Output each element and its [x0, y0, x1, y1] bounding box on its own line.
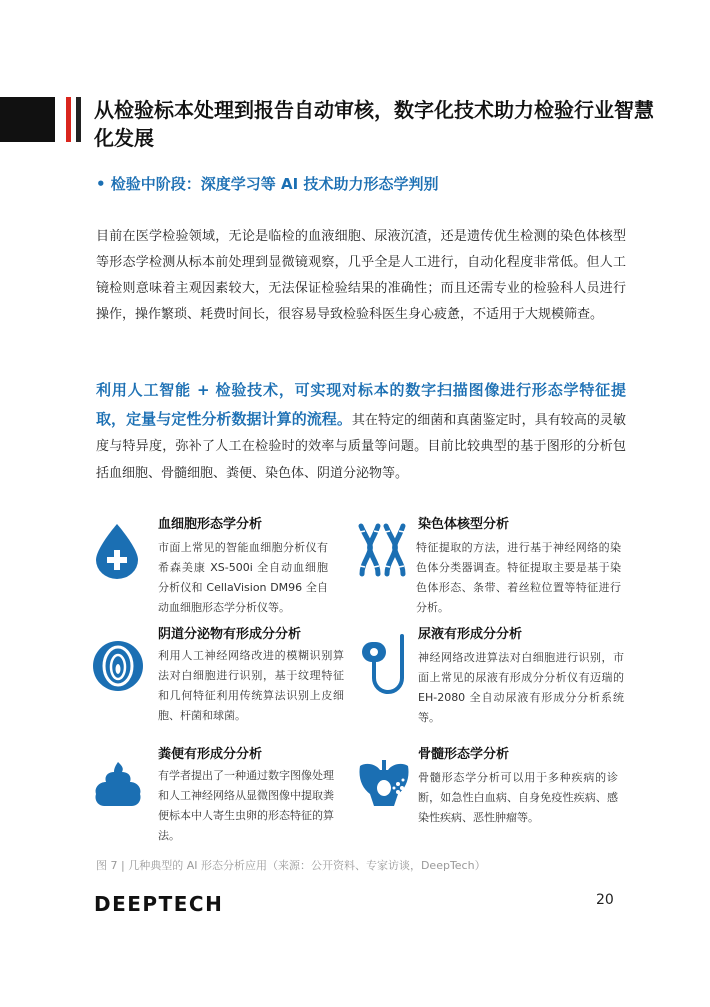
card-title: 染色体核型分析: [418, 517, 510, 532]
body-paragraph-2: [96, 377, 626, 487]
page-number: 20: [596, 892, 614, 908]
card-text: 特征提取的方法，进行基于神经网络的染色体分类器调查。特征提取主要是基于染色体形态、条带、着丝粒位置等特征进行分析。: [416, 541, 621, 614]
card-title: 血细胞形态学分析: [158, 517, 263, 532]
card-text: 骨髓形态学分析可以用于多种疾病的诊断，如急性白血病、自身免疫性疾病、感染性疾病、恶性肿瘤等。: [418, 771, 618, 824]
card-text: 有学者提出了一种通过数字图像处理和人工神经网络从显微图像中提取粪便标本中人寄生虫卵的形态特征的算法。: [158, 769, 334, 842]
card-text: 市面上常见的智能血细胞分析仪有希森美康 XS-500i 全自动血细胞分析仪和 CellaVision DM96 全自动血细胞形态学分析仪等。: [158, 541, 328, 614]
stool-icon: [92, 760, 144, 808]
card-stool: [92, 746, 352, 856]
figure-caption: 图 7 | 几种典型的 AI 形态分析应用（来源：公开资料、专家访谈，DeepTech）: [96, 859, 486, 872]
urine-catheter-icon: [356, 632, 408, 698]
paragraph-rest: 其在特定的细菌和真菌鉴定时，具有较高的灵敏度与特异度，弥补了人工在检验时的效率与质量等问题。目前比较典型的基于图形的分析包括血细胞、骨髓细胞、粪便、染色体、阴道分泌物等。: [96, 412, 626, 481]
page-title: 从检验标本处理到报告自动审核，数字化技术助力检验行业智慧化发展: [94, 98, 654, 150]
blood-drop-cross-icon: [92, 522, 142, 580]
card-bone-marrow: [356, 746, 626, 856]
paragraph-highlight: 利用人工智能 + 检验技术，可实现对标本的数字扫描图像进行形态学特征提取，定量与定性分析数据计算的流程。: [96, 381, 626, 428]
title-accent-bar-red: [66, 97, 71, 142]
card-vaginal-secretion: [92, 626, 352, 736]
card-title: 尿液有形成分分析: [418, 627, 523, 642]
card-blood-cell: [92, 516, 332, 616]
corner-decoration-block: [0, 97, 55, 142]
body-paragraph-1: 目前在医学检验领域，无论是临检的血液细胞、尿液沉渣，还是遗传优生检测的染色体核型等形态学检测从标本前处理到显微镜观察，几乎全是人工进行，自动化程度非常低。但人工镜检则意味着主观因素较大，无法保证检验结果的准确性；而且还需专业的检验科人员进行操作，操作繁琐、耗费时间长，很容易导致检验科医生身心疲惫，不适用于大规模筛查。: [96, 229, 626, 322]
deeptech-logo: DEEPTECH: [94, 892, 224, 916]
section-subheading: • 检验中阶段：深度学习等 AI 技术助力形态学判别: [96, 175, 439, 193]
card-title: 粪便有形成分分析: [158, 747, 263, 762]
card-urine: [356, 626, 626, 736]
title-accent-bar-dark: [76, 97, 81, 142]
card-title: 骨髓形态学分析: [418, 747, 510, 762]
chromosome-icon: [356, 520, 408, 578]
card-text: 神经网络改进算法对白细胞进行识别，市面上常见的尿液有形成分分析仪有迈瑞的 EH-2080 全自动尿液有形成分分析系统等。: [418, 651, 624, 724]
vaginal-secretion-icon: [92, 640, 144, 692]
card-title: 阴道分泌物有形成分分析: [158, 627, 302, 642]
card-text: 利用人工神经网络改进的模糊识别算法对白细胞进行识别，基于纹理特征和几何特征利用传统算法识别上皮细胞、杆菌和球菌。: [158, 649, 344, 722]
pelvis-bone-icon: [356, 758, 412, 810]
card-chromosome: [356, 516, 626, 616]
